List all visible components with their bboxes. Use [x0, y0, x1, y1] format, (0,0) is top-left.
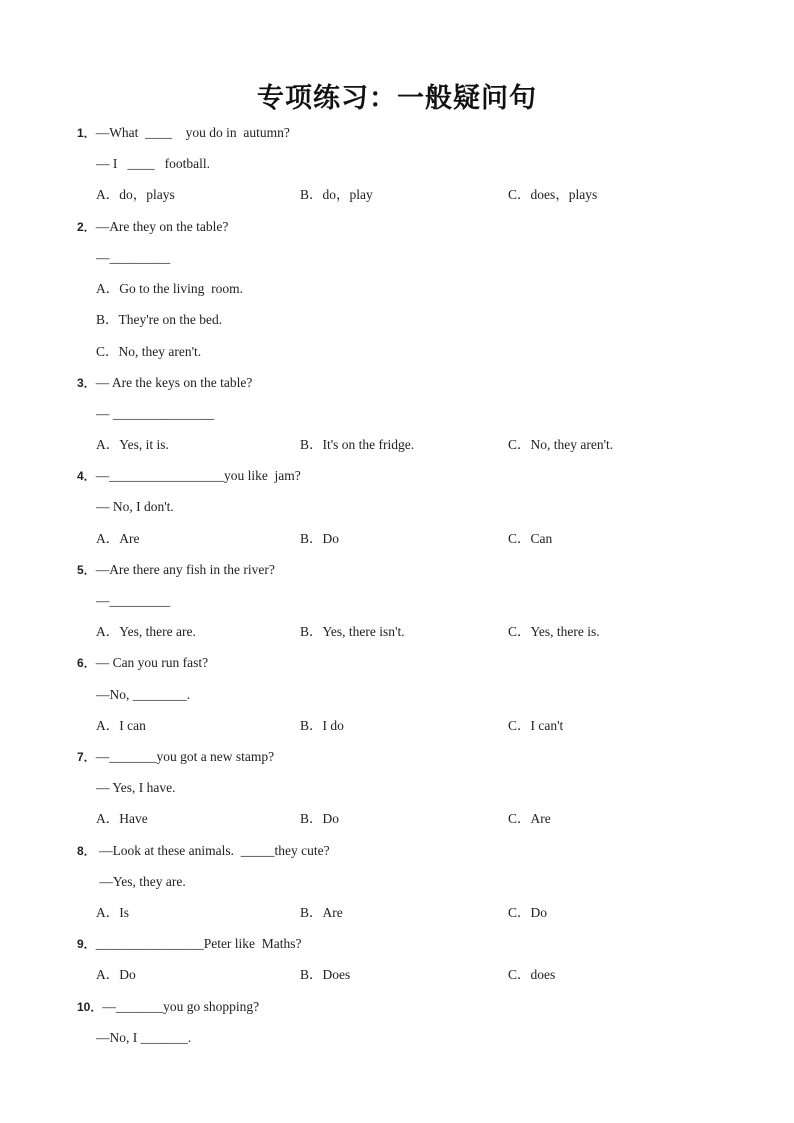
question-text: ________________Peter like Maths? — [95, 936, 302, 951]
option-c[interactable]: C．No, they aren't. — [508, 437, 614, 452]
option-a[interactable]: A．Is — [96, 905, 129, 920]
question-text: —_______you go shopping? — [102, 999, 260, 1014]
answer-line: — Yes, I have. — [96, 780, 176, 795]
question-number: 9． — [77, 937, 96, 951]
question-text: —Are they on the table? — [95, 219, 229, 234]
question-stem — [77, 125, 290, 141]
question-number: 7． — [77, 750, 96, 764]
question-stem — [77, 375, 252, 391]
option-c[interactable]: C．does，plays — [508, 187, 598, 202]
question-stem — [77, 843, 330, 859]
option-b[interactable]: B．It's on the fridge. — [300, 437, 415, 452]
option-a[interactable]: A．I can — [96, 718, 146, 733]
option-b[interactable]: B．I do — [300, 718, 344, 733]
option-c[interactable]: C．Can — [508, 531, 553, 546]
answer-line: —Yes, they are. — [96, 874, 186, 889]
answer-line: —No, ________. — [96, 687, 191, 702]
answer-line: —No, I _______. — [96, 1030, 192, 1045]
option-b[interactable]: B．Are — [300, 905, 343, 920]
option-b[interactable]: B．Do — [300, 531, 340, 546]
question-number: 2． — [77, 220, 96, 234]
question-number: 4． — [77, 469, 96, 483]
question-text: —Look at these animals. _____they cute? — [95, 843, 330, 858]
option-c[interactable]: C．No, they aren't. — [96, 344, 202, 359]
option-a[interactable]: A．Have — [96, 811, 148, 826]
question-text: —_________________you like jam? — [95, 468, 301, 483]
question-stem — [77, 749, 274, 765]
question-stem — [77, 562, 275, 578]
option-a[interactable]: A．Go to the living room. — [96, 281, 243, 296]
question-stem — [77, 655, 208, 671]
option-c[interactable]: C．Do — [508, 905, 548, 920]
option-b[interactable]: B．Do — [300, 811, 340, 826]
question-text: —Are there any fish in the river? — [95, 562, 275, 577]
question-number: 10． — [77, 1000, 103, 1014]
answer-line: —_________ — [96, 593, 171, 608]
question-stem — [77, 936, 302, 952]
question-number: 6． — [77, 656, 96, 670]
option-a[interactable]: A．Yes, it is. — [96, 437, 169, 452]
option-b[interactable]: B．Yes, there isn't. — [300, 624, 405, 639]
option-a[interactable]: A．Are — [96, 531, 140, 546]
answer-line: —_________ — [96, 250, 171, 265]
question-number: 5． — [77, 563, 96, 577]
answer-line: — I ____ football. — [96, 156, 210, 171]
option-c[interactable]: C．does — [508, 967, 556, 982]
answer-line: — No, I don't. — [96, 499, 174, 514]
option-c[interactable]: C．Yes, there is. — [508, 624, 600, 639]
answer-line: — _______________ — [96, 406, 215, 421]
option-a[interactable]: A．Yes, there are. — [96, 624, 196, 639]
question-text: —What ____ you do in autumn? — [95, 125, 290, 140]
question-stem — [77, 999, 259, 1015]
question-number: 8． — [77, 844, 96, 858]
option-b[interactable]: B．do，play — [300, 187, 373, 202]
question-text: — Are the keys on the table? — [95, 375, 253, 390]
page-title: 专项练习：一般疑问句 — [257, 83, 537, 114]
option-b[interactable]: B．Does — [300, 967, 351, 982]
option-a[interactable]: A．do，plays — [96, 187, 175, 202]
question-text: —_______you got a new stamp? — [95, 749, 275, 764]
question-number: 1． — [77, 126, 96, 140]
option-a[interactable]: A．Do — [96, 967, 136, 982]
option-c[interactable]: C．Are — [508, 811, 551, 826]
option-b[interactable]: B．They're on the bed. — [96, 312, 223, 327]
question-stem — [77, 468, 301, 484]
question-text: — Can you run fast? — [95, 655, 209, 670]
question-stem — [77, 219, 228, 235]
question-number: 3． — [77, 376, 96, 390]
option-c[interactable]: C．I can't — [508, 718, 564, 733]
